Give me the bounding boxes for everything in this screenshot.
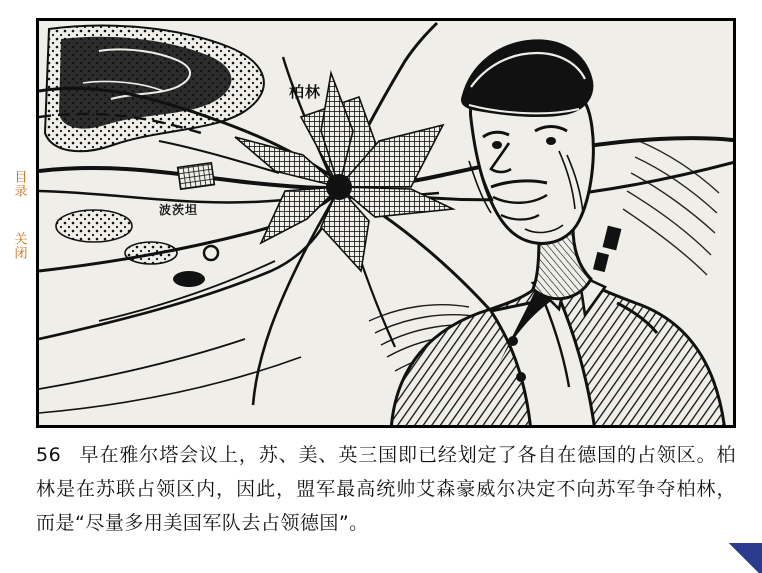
contents-link[interactable]: 目录 (11, 170, 27, 198)
page-caption (36, 438, 736, 540)
illustration-frame (36, 18, 736, 428)
corner-fold-decoration (728, 543, 762, 573)
illustration-canvas (39, 21, 733, 425)
close-link[interactable]: 关闭 (11, 232, 27, 260)
map-label-potsdam: 波茨坦 (159, 203, 199, 217)
officer-portrait (39, 21, 736, 428)
map-label-berlin: 柏林 (289, 83, 322, 101)
page-number: 56 (36, 444, 62, 466)
caption-text: 早在雅尔塔会议上，苏、美、英三国即已经划定了各自在德国的占领区。柏林是在苏联占领区内，因此，盟军最高统帅艾森豪威尔决定不向苏军争夺柏林，而是“尽量多用美国军队去占领德国”。 (36, 444, 736, 534)
side-navigation (4, 170, 32, 260)
